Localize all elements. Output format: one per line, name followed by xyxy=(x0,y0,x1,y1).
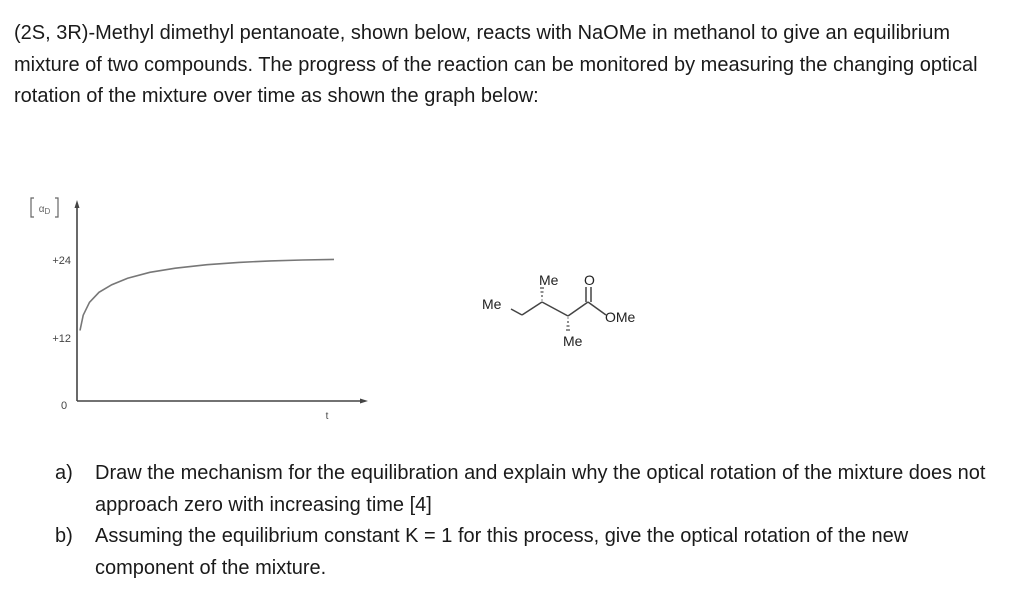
y-axis-label-text: $\alpha_D$ xyxy=(38,204,51,216)
y-axis-arrow xyxy=(75,200,80,208)
question-a xyxy=(0,458,1024,521)
question-list xyxy=(0,458,1024,584)
methyl-left-label: Me xyxy=(482,296,502,312)
y-axis-label xyxy=(31,198,58,217)
bond-c3-c2 xyxy=(542,302,568,316)
series-line xyxy=(80,259,334,330)
bond-c1-o xyxy=(588,302,606,315)
y-tick-label-0: 0 xyxy=(60,400,68,412)
molecule-structure xyxy=(482,272,636,349)
optical-rotation-chart xyxy=(31,198,368,422)
question-a-marker: a) xyxy=(55,462,73,484)
y-tick-label-12: +12 xyxy=(52,333,71,345)
y-tick-label-24: +24 xyxy=(52,255,71,267)
figure xyxy=(0,180,1024,440)
question-b-text: Assuming the equilibrium constant K = 1 for this process, give the optical rotation of the new component of the mixture. xyxy=(95,525,909,579)
bond-c2-c1 xyxy=(568,302,588,316)
hashed-wedge-bottom xyxy=(566,318,570,330)
question-intro: (2S, 3R)-Methyl dimethyl pentanoate, shown below, reacts with NaOMe in methanol to give an equilibrium mixture of two compounds. The progress of the reaction can be monitored by measuring the changing optical rotation of the mixture over time as shown the graph below: xyxy=(14,22,978,107)
methyl-bottom-label: Me xyxy=(563,333,583,349)
methyl-top-label: Me xyxy=(539,272,559,288)
question-b xyxy=(0,521,1024,584)
hashed-wedge-top xyxy=(540,288,544,300)
question-b-marker: b) xyxy=(55,525,73,547)
x-axis-label: t xyxy=(325,411,329,422)
bond-c4-c3 xyxy=(522,302,542,315)
bond-c5-c4 xyxy=(511,309,522,315)
question-a-text: Draw the mechanism for the equilibration and explain why the optical rotation of the mixture does not approach zero with increasing time [4] xyxy=(95,462,986,516)
x-axis-arrow xyxy=(360,399,368,404)
carbonyl-oxygen-label: O xyxy=(584,272,595,288)
methoxy-label: OMe xyxy=(605,309,636,325)
